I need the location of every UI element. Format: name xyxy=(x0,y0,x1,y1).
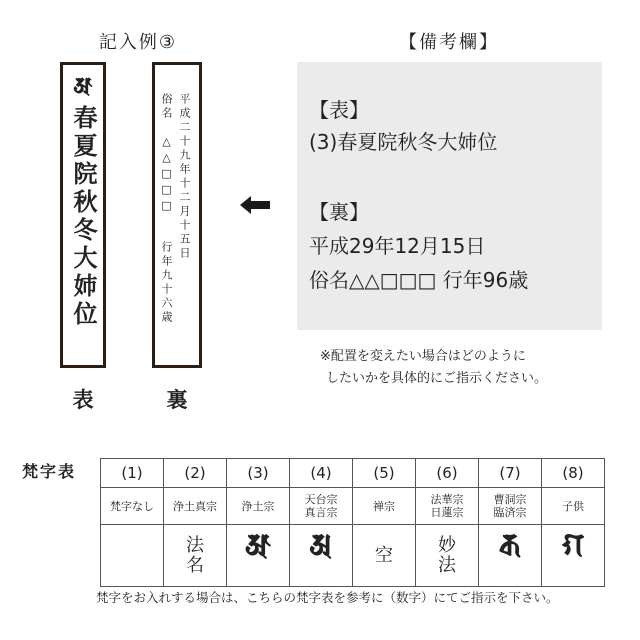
bonji-number-cell: (5) xyxy=(353,459,416,488)
sanskrit-mark-icon: 𑖀 xyxy=(309,528,333,563)
bonji-number-cell: (1) xyxy=(101,459,164,488)
bonji-footnote: 梵字をお入れする場合は、こちらの梵字表を参考に（数字）にてご指示を下さい。 xyxy=(96,590,559,605)
bonji-table xyxy=(100,458,605,587)
bonji-number-cell: (2) xyxy=(164,459,227,488)
sect-name: 浄土真宗 xyxy=(173,499,217,513)
arrow-left-icon xyxy=(240,196,270,214)
bonji-table-title: 梵字表 xyxy=(22,462,77,481)
remarks-back-date: 平成29年12月15日 xyxy=(309,234,486,258)
secular-name: 俗名 △△□□□ xyxy=(160,93,173,215)
bonji-mark-cell xyxy=(227,525,290,587)
bonji-sect-cell xyxy=(479,488,542,525)
bonji-mark-cell xyxy=(101,525,164,587)
bonji-sect-cell xyxy=(542,488,605,525)
sanskrit-mark-icon: 𑖁 xyxy=(245,528,271,563)
death-date: 平成二十九年十二月十五日 xyxy=(178,93,191,261)
bonji-number-cell: (6) xyxy=(416,459,479,488)
bonji-mark-cell xyxy=(542,525,605,587)
bonji-sect-cell xyxy=(353,488,416,525)
bonji-mark-cell xyxy=(416,525,479,587)
mark-character: 法 xyxy=(186,534,204,556)
sect-name: 禅宗 xyxy=(373,499,395,513)
sect-name: 浄土宗 xyxy=(241,499,275,513)
bonji-sect-cell xyxy=(164,488,227,525)
sect-name: 梵字なし xyxy=(110,499,154,513)
bonji-number-cell: (4) xyxy=(290,459,353,488)
tablet-front xyxy=(60,62,106,368)
bonji-number-cell: (3) xyxy=(227,459,290,488)
remarks-front-value: (3)春夏院秋冬大姉位 xyxy=(309,130,498,154)
front-label: 表 xyxy=(72,388,94,412)
sect-name: 曹洞宗 xyxy=(493,493,527,506)
posthumous-name: 春夏院秋冬大姉位 xyxy=(69,105,98,329)
sect-name: 法華宗 xyxy=(430,493,464,506)
bonji-sect-cell xyxy=(416,488,479,525)
mark-character: 法 xyxy=(438,554,456,576)
age-at-death: 行年九十六歳 xyxy=(160,241,173,325)
mark-character: 妙 xyxy=(438,534,456,556)
bonji-number-cell: (7) xyxy=(479,459,542,488)
bonji-sect-cell xyxy=(101,488,164,525)
back-label: 裏 xyxy=(166,388,188,412)
bonji-mark-cell xyxy=(290,525,353,587)
bonji-sect-cell xyxy=(290,488,353,525)
sanskrit-mark-icon: 𑖎 xyxy=(498,528,522,563)
sect-name: 日蓮宗 xyxy=(430,506,464,519)
sect-name: 臨済宗 xyxy=(493,506,527,519)
sanskrit-mark-icon: 𑖁 xyxy=(73,73,93,99)
sect-name: 子供 xyxy=(562,499,584,513)
remarks-note-line1: ※配置を変えたい場合はどのように xyxy=(320,349,526,364)
bonji-sect-cell xyxy=(227,488,290,525)
example-title: 記入例③ xyxy=(98,32,178,53)
bonji-mark-cell xyxy=(479,525,542,587)
bonji-mark-cell xyxy=(353,525,416,587)
bonji-number-row xyxy=(101,459,605,488)
bonji-mark-cell xyxy=(164,525,227,587)
sect-name: 真言宗 xyxy=(304,506,338,519)
remarks-box xyxy=(297,62,602,330)
sect-name: 天台宗 xyxy=(304,493,338,506)
bonji-mark-row xyxy=(101,525,605,587)
remarks-back-name: 俗名△△□□□ 行年96歳 xyxy=(309,268,529,292)
remarks-front-header: 【表】 xyxy=(309,98,369,122)
remarks-title: 【備考欄】 xyxy=(399,32,499,53)
sanskrit-mark-icon: 𑖐 xyxy=(561,528,585,563)
remarks-note-line2: したいかを具体的にご指示ください。 xyxy=(326,371,548,386)
bonji-number-cell: (8) xyxy=(542,459,605,488)
tablet-back xyxy=(152,62,202,368)
mark-character: 名 xyxy=(186,554,204,576)
remarks-back-header: 【裏】 xyxy=(309,200,369,224)
bonji-sect-row xyxy=(101,488,605,525)
mark-character: 空 xyxy=(375,544,393,566)
